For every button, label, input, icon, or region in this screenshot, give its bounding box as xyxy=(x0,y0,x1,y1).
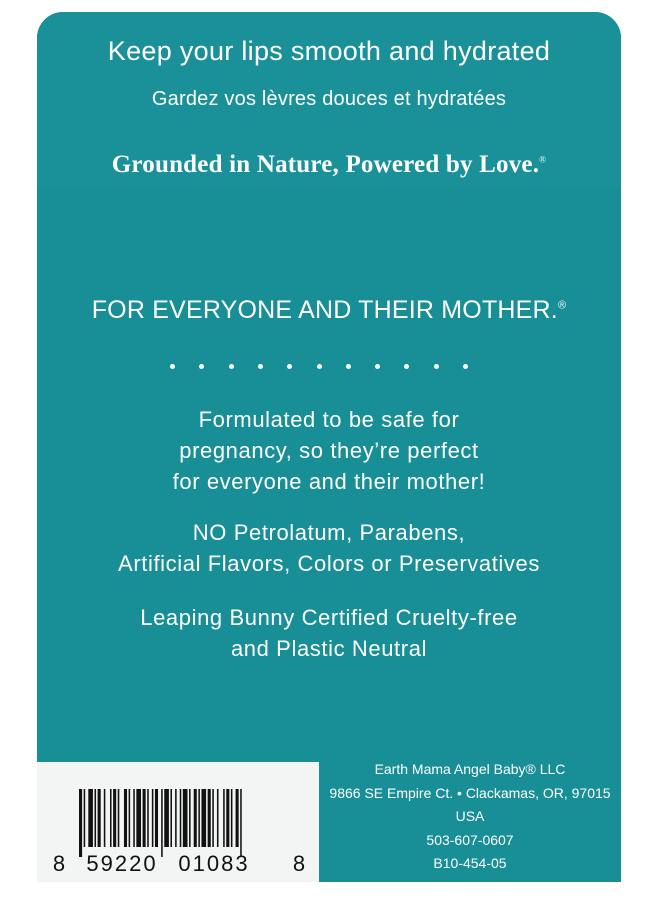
barcode-bar xyxy=(164,789,169,847)
registered-mark: ® xyxy=(539,154,547,165)
barcode-bar xyxy=(88,789,93,847)
barcode-bar xyxy=(180,789,182,847)
barcode-bar xyxy=(155,789,158,847)
barcode-bar xyxy=(133,789,135,847)
barcode-bar xyxy=(212,789,214,847)
barcode-bar xyxy=(124,789,127,847)
barcode-bar xyxy=(189,789,191,847)
barcode-guard-bar xyxy=(79,789,82,857)
barcode-bar xyxy=(223,789,225,847)
barcode-bar xyxy=(208,789,211,847)
headline-french: Gardez vos lèvres douces et hydratées xyxy=(151,88,507,110)
barcode-bar xyxy=(198,789,200,847)
barcode-digit-lead: 8 xyxy=(52,851,66,876)
barcode-bar xyxy=(84,789,86,847)
barcode-bar xyxy=(113,789,116,847)
barcode-bar xyxy=(217,789,219,847)
barcode-bar xyxy=(183,789,188,847)
barcode-bar xyxy=(226,789,229,847)
brand-slogan-text: Grounded in Nature, Powered by Love. xyxy=(111,151,540,178)
company-info xyxy=(319,758,621,876)
barcode-bar xyxy=(194,789,197,847)
barcode-bar xyxy=(231,789,233,847)
pregnancy-safe-paragraph xyxy=(37,404,621,497)
barcode-guard-bar xyxy=(240,789,242,857)
paragraph-line: Formulated to be safe for xyxy=(198,407,460,432)
barcode-bar xyxy=(170,789,172,847)
barcode-bar xyxy=(236,789,239,847)
barcode-bars xyxy=(79,789,242,857)
barcode-bar xyxy=(175,789,177,847)
paragraph-line: pregnancy, so they’re perfect xyxy=(179,438,479,463)
barcode-bar xyxy=(152,789,154,847)
product-code: B10-454-05 xyxy=(433,855,507,871)
paragraph-line: for everyone and their mother! xyxy=(172,469,486,494)
paragraph-line: Leaping Bunny Certified Cruelty-free xyxy=(140,605,518,630)
barcode-bar xyxy=(143,789,146,847)
ingredients-free-paragraph xyxy=(37,517,621,579)
headline-english: Keep your lips smooth and hydrated xyxy=(107,36,551,66)
barcode-bar xyxy=(95,789,97,847)
tagline xyxy=(37,296,621,325)
paragraph-line: Artificial Flavors, Colors or Preservatives xyxy=(118,551,540,576)
barcode-digits-right: 01083 xyxy=(178,851,250,876)
barcode-area xyxy=(37,762,319,882)
barcode-graphic xyxy=(37,762,319,882)
barcode-bar xyxy=(201,789,206,847)
barcode-digits-left: 59220 xyxy=(86,851,158,876)
certification-paragraph xyxy=(37,602,621,664)
dot-divider xyxy=(170,364,468,372)
barcode-bar xyxy=(110,789,112,847)
registered-mark: ® xyxy=(557,299,567,312)
barcode-bar xyxy=(136,789,141,847)
tagline-text: FOR EVERYONE AND THEIR MOTHER. xyxy=(91,296,558,324)
company-address: 9866 SE Empire Ct. • Clackamas, OR, 97015 USA xyxy=(329,784,611,824)
barcode-digit-check: 8 xyxy=(292,851,306,876)
barcode-bar xyxy=(147,789,149,847)
barcode-guard-bar xyxy=(161,789,163,857)
barcode-bar xyxy=(118,789,120,847)
barcode-bar xyxy=(98,789,101,847)
barcode-bar xyxy=(104,789,106,847)
package-back-panel xyxy=(37,12,621,882)
barcode-bar xyxy=(129,789,131,847)
paragraph-line: and Plastic Neutral xyxy=(230,636,428,661)
brand-slogan xyxy=(37,151,621,179)
paragraph-line: NO Petrolatum, Parabens, xyxy=(192,520,466,545)
company-name: Earth Mama Angel Baby® LLC xyxy=(374,761,566,777)
company-phone: 503-607-0607 xyxy=(426,831,514,848)
